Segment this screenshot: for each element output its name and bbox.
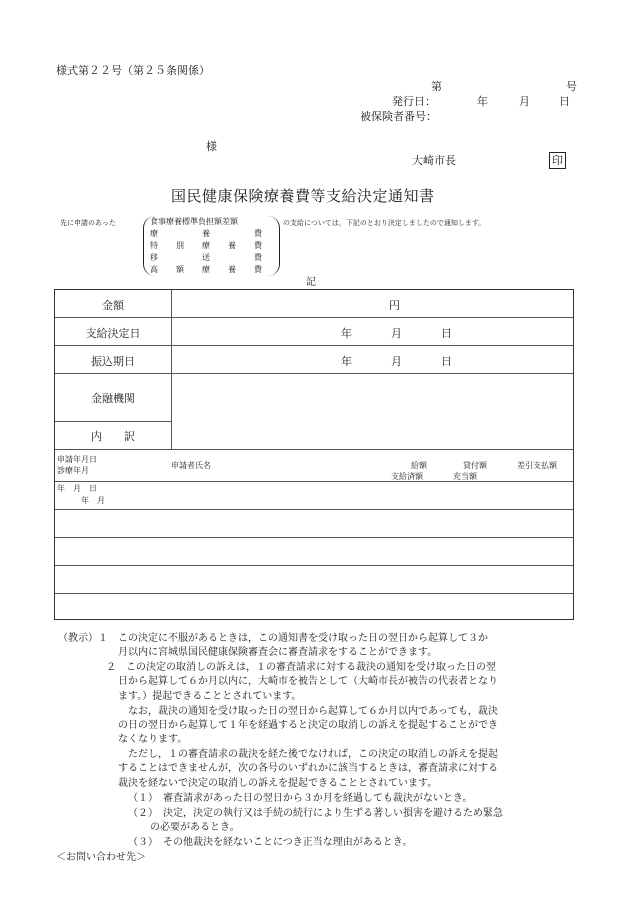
seal-stamp: 印 [549,152,566,169]
benefit-type-1: 療 養 費 [150,229,262,238]
notice-line-8: ただし，１の審査請求の裁決を経た後でなければ，この決定の取消しの訴えを提起 [128,749,498,760]
ki-label: 記 [306,277,316,288]
col-benefit: 給額 [411,461,427,470]
benefit-table [54,289,574,620]
notice-line-13: の必要があるとき。 [150,822,240,833]
notice-line-5: なお，裁決の通知を受け取った日の翌日から起算して６か月以内であっても，裁決 [128,706,498,717]
notice-line-3: 日から起算して６か月以内に，大崎市を被告として（大崎市長が被告の代表者となり [118,676,498,687]
transfer-month: 月 [391,355,402,368]
decision-day: 日 [441,327,452,340]
benefit-type-0: 食事療養標準負担額差額 [150,217,238,226]
addressee-sama: 様 [206,140,217,153]
issue-day: 日 [559,95,570,108]
row1-date: 年 月 日 [57,484,97,493]
notice-line-2: ２ この決定の取消しの訴えは，１の審査請求に対する裁決の通知を受け取った日の翌 [106,662,496,673]
amount-yen: 円 [389,299,400,312]
notice-line-1: 月以内に宮城県国民健康保険審査会に審査請求をすることができます。 [118,647,438,658]
notice-line-12: （２） 決定，決定の執行又は手続の続行により生ずる著しい損害を避けるため緊急 [128,808,503,819]
document-title: 国民健康保険療養費等支給決定通知書 [171,187,435,205]
transfer-year: 年 [341,355,352,368]
insured-number-label: 被保険者番号： [360,110,437,123]
intro-prefix: 先に申請のあった [60,219,116,227]
decision-year: 年 [341,327,352,340]
col-net: 差引支払額 [517,461,557,470]
notice-line-11: （１） 審査請求があった日の翌日から３か月を経過しても裁決がないとき。 [128,793,473,804]
benefit-type-3: 移 送 費 [150,253,262,262]
notice-line-4: ます。）提起できることとされています。 [118,691,302,702]
col-care-month: 診療年月 [57,466,89,475]
number-dai: 第 [431,80,442,93]
form-number: 様式第２２号（第２５条関係） [56,64,210,77]
notice-line-0: （教示）１ この決定に不服があるときは，この通知書を受け取った日の翌日から起算して３か [58,633,488,644]
contact-heading: ＜お問い合わせ先＞ [56,852,146,863]
col-loan: 貸付額 [463,461,487,470]
benefit-type-2: 特 別 療 養 費 [150,241,262,250]
decision-date-label: 支給決定日 [85,327,141,340]
issue-date-label: 発行日： [392,95,436,108]
notice-line-14: （３） その他裁決を経ないことにつき正当な理由があるとき。 [128,837,413,848]
row1-month: 年 月 [81,496,105,505]
notice-line-6: の日の翌日から起算して１年を経過すると決定の取消しの訴えを提起することができ [118,720,498,731]
amount-label: 金額 [102,299,124,312]
col-paid: 支給済額 [391,472,423,481]
col-app-date: 申請年月日 [57,455,97,464]
notice-line-7: なくなります。 [118,734,188,745]
issue-year: 年 [477,95,488,108]
col-allot: 充当額 [453,472,477,481]
bank-label: 金融機関 [91,392,135,405]
transfer-day: 日 [441,355,452,368]
col-applicant: 申請者氏名 [171,461,211,470]
number-go: 号 [566,80,577,93]
issue-month: 月 [519,95,530,108]
mayor-name: 大崎市長 [412,154,456,167]
decision-month: 月 [391,327,402,340]
transfer-date-label: 振込期日 [91,355,135,368]
notice-line-9: することはできませんが，次の各号のいずれかに該当するときは，審査請求に対する [118,763,498,774]
notice-line-10: 裁決を経ないで決定の取消しの訴えを提起できることとされています。 [118,778,438,789]
intro-suffix: の支給については，下記のとおり決定しましたので通知します。 [283,219,486,227]
benefit-type-4: 高 額 療 養 費 [150,265,262,274]
breakdown-label: 内 訳 [91,430,135,443]
